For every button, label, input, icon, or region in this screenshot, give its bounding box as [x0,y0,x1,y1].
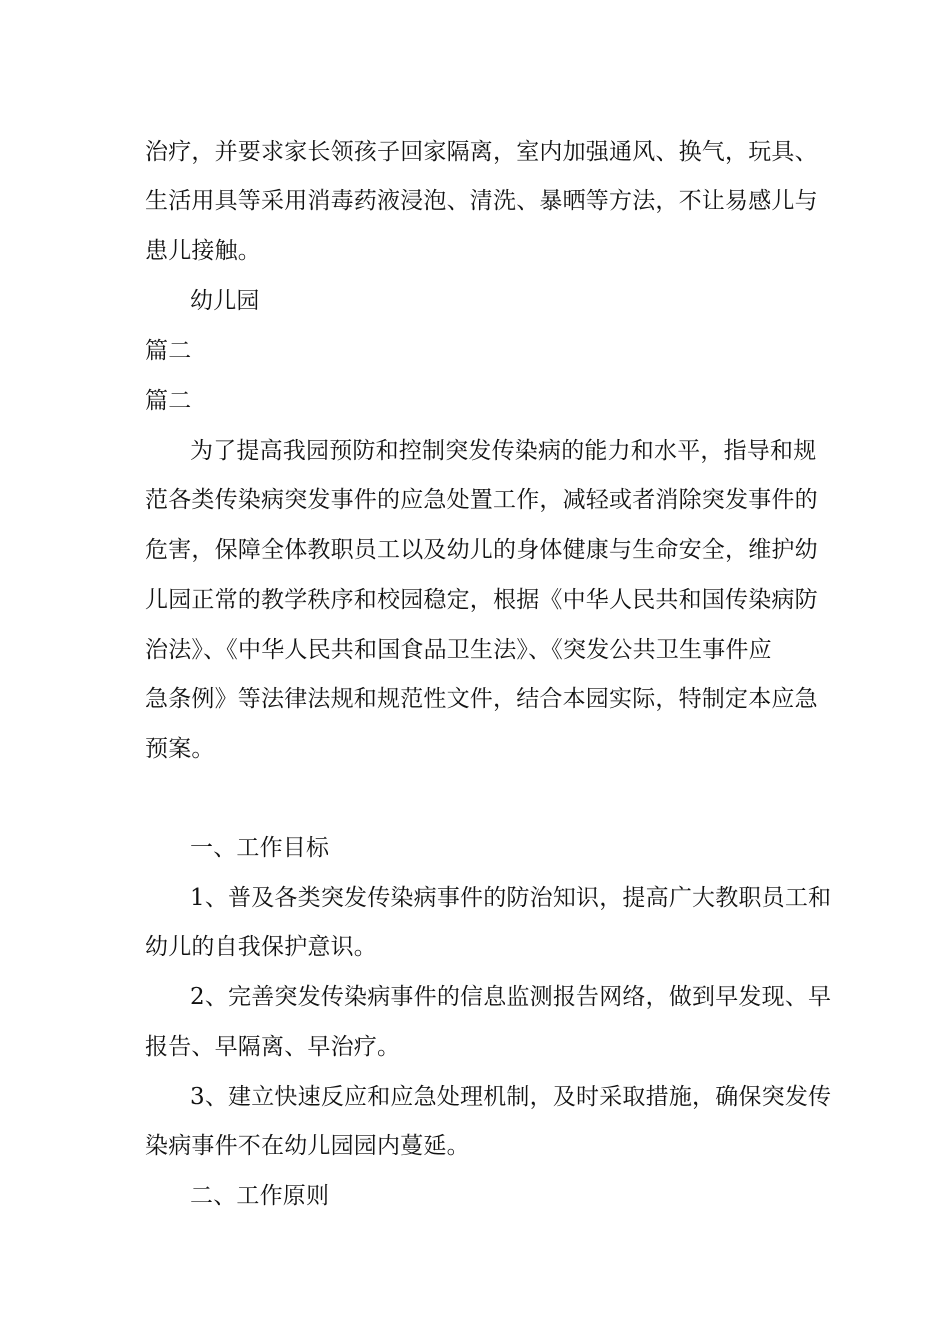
text-line: 为了提高我园预防和控制突发传染病的能力和水平，指导和规 [190,438,817,464]
text-line: 1、普及各类突发传染病事件的防治知识，提高广大教职员工和 [190,885,832,911]
section-heading: 二、工作原则 [190,1183,330,1209]
section-heading: 篇二 [145,338,192,364]
section-heading: 篇二 [145,388,192,414]
text-line: 生活用具等采用消毒药液浸泡、清洗、暴晒等方法，不让易感儿与 [145,188,818,214]
text-line: 治疗，并要求家长领孩子回家隔离，室内加强通风、换气，玩具、 [145,139,818,165]
text-line: 患儿接触。 [145,238,261,264]
text-line: 危害，保障全体教职员工以及幼儿的身体健康与生命安全，维护幼 [145,537,818,563]
text-line: 幼儿的自我保护意识。 [145,934,377,960]
text-line: 儿园正常的教学秩序和校园稳定，根据《中华人民共和国传染病防 [145,587,818,613]
text-line: 2、完善突发传染病事件的信息监测报告网络，做到早发现、早 [190,984,832,1010]
section-heading: 一、工作目标 [190,835,330,861]
text-line: 预案。 [145,736,215,762]
text-line: 治法》、《中华人民共和国食品卫生法》、《突发公共卫生事件应 [145,637,772,663]
text-line: 3、建立快速反应和应急处理机制，及时采取措施，确保突发传 [190,1084,832,1110]
text-line: 急条例》等法律法规和规范性文件，结合本园实际，特制定本应急 [145,686,818,712]
text-line: 范各类传染病突发事件的应急处置工作，减轻或者消除突发事件的 [145,487,818,513]
section-heading: 幼儿园 [190,288,260,314]
text-line: 报告、早隔离、早治疗。 [145,1034,401,1060]
text-line: 染病事件不在幼儿园园内蔓延。 [145,1133,470,1159]
